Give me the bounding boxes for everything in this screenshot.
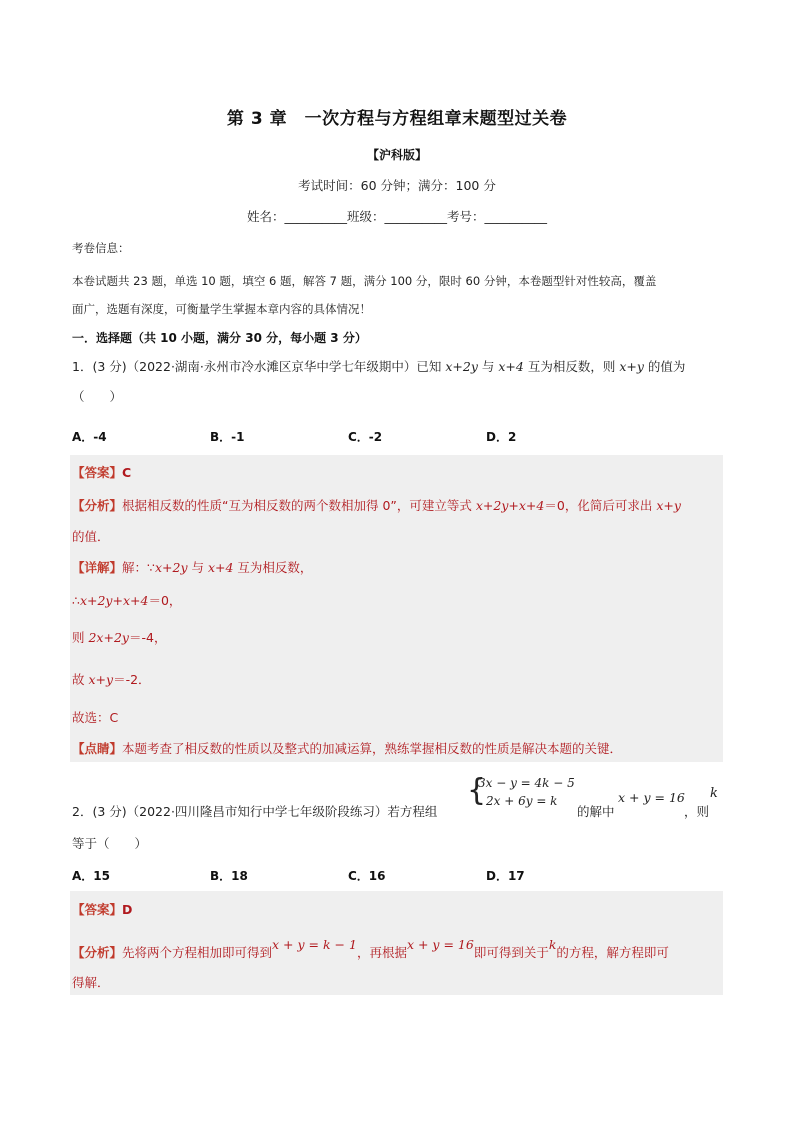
question-2-stem-b: 的解中 — [577, 804, 615, 819]
student-fields: 姓名：__________班级：__________考号：__________ — [246, 209, 547, 224]
q1-option-a: A．-4 — [72, 430, 107, 444]
q1-choice: 故选：C — [72, 710, 119, 725]
question-2-stem: 2．(3 分)（2022·四川隆昌市知行中学七年级阶段练习）若方程组 — [72, 804, 438, 819]
system-brace: { — [467, 773, 487, 808]
question-1-blank: （ ） — [72, 389, 123, 404]
question-2-stem-d: 等于（ ） — [72, 836, 148, 851]
q1-step-2: 则 2x+2y＝-4， — [72, 630, 167, 645]
q2-option-d: D．17 — [486, 869, 525, 883]
q1-detail: 【详解】解：∵x+2y 与 x+4 互为相反数， — [72, 560, 313, 575]
question-2-stem-c: ，则 — [684, 804, 710, 819]
section-heading: 一．选择题（共 10 小题，满分 30 分，每小题 3 分） — [72, 331, 367, 345]
page-title: 第 3 章 一次方程与方程组章末题型过关卷 — [226, 109, 568, 129]
q2-option-a: A．15 — [72, 869, 110, 883]
q1-answer: 【答案】C — [72, 465, 132, 480]
q1-option-c: C．-2 — [348, 430, 383, 444]
q1-analysis: 【分析】根据相反数的性质“互为相反数的两个数相加得 0”，可建立等式 x+2y+x+4＝0，化简后可求出 x+y — [72, 498, 681, 513]
q1-step-3: 故 x+y＝-2． — [72, 672, 151, 687]
q2-analysis-cont: 得解． — [72, 975, 110, 990]
q2-option-b: B．18 — [210, 869, 248, 883]
system-eq-1: 3x − y = 4k − 5 — [478, 776, 575, 790]
question-2-k: k — [710, 786, 718, 801]
q2-analysis: 【分析】先将两个方程相加即可得到x + y = k − 1，再根据x + y = 16即可得到关于k的方程，解方程即可 — [72, 937, 669, 960]
q1-analysis-cont: 的值． — [72, 529, 110, 544]
q2-option-c: C．16 — [348, 869, 386, 883]
q2-answer: 【答案】D — [72, 902, 133, 917]
edition-label: 【沪科版】 — [366, 148, 427, 162]
system-eq-2: 2x + 6y = k — [486, 794, 558, 808]
info-label: 考卷信息： — [72, 241, 130, 255]
exam-time: 考试时间：60 分钟；满分：100 分 — [298, 178, 496, 193]
question-1-stem: 1．(3 分)（2022·湖南·永州市冷水滩区京华中学七年级期中）已知 x+2y 与 x+4 互为相反数，则 x+y 的值为 — [72, 359, 686, 374]
q1-option-d: D．2 — [486, 430, 517, 444]
info-line-1: 本卷试题共 23 题，单选 10 题，填空 6 题，解答 7 题，满分 100 分，限时 60 分钟，本卷题型针对性较高，覆盖 — [72, 274, 657, 288]
q1-option-b: B．-1 — [210, 430, 245, 444]
question-2-condition: x + y = 16 — [618, 790, 685, 805]
info-line-2: 面广，选题有深度，可衡量学生掌握本章内容的具体情况！ — [72, 302, 371, 316]
q1-step-1: ∴x+2y+x+4＝0， — [72, 593, 182, 608]
q1-comment: 【点睛】本题考查了相反数的性质以及整式的加减运算，熟练掌握相反数的性质是解决本题的关键． — [72, 741, 623, 756]
